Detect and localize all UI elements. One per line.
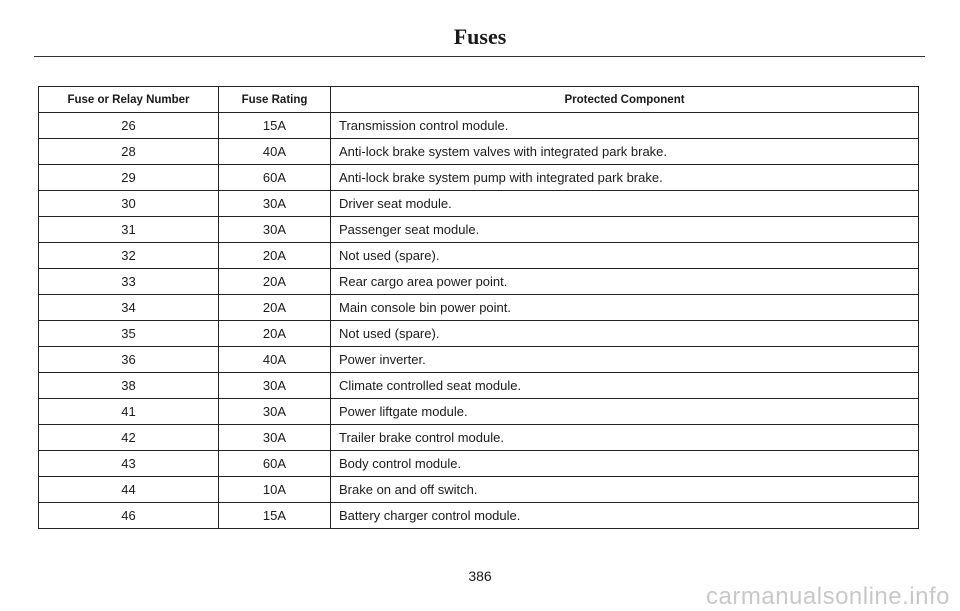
protected-component-cell: Not used (spare). bbox=[331, 321, 919, 347]
fuse-number-cell: 34 bbox=[39, 295, 219, 321]
protected-component-cell: Body control module. bbox=[331, 451, 919, 477]
fuse-number-cell: 31 bbox=[39, 217, 219, 243]
fuse-number-cell: 33 bbox=[39, 269, 219, 295]
page-number: 386 bbox=[468, 568, 492, 584]
protected-component-cell: Transmission control module. bbox=[331, 113, 919, 139]
protected-component-cell: Anti-lock brake system pump with integrated park brake. bbox=[331, 165, 919, 191]
fuse-rating-cell: 10A bbox=[219, 477, 331, 503]
protected-component-cell: Rear cargo area power point. bbox=[331, 269, 919, 295]
table-row bbox=[39, 503, 919, 529]
watermark-text: carmanualsonline.info bbox=[706, 583, 950, 610]
table-row bbox=[39, 113, 919, 139]
table-row bbox=[39, 477, 919, 503]
table-row bbox=[39, 217, 919, 243]
fuse-number-cell: 26 bbox=[39, 113, 219, 139]
column-header-fuse-rating: Fuse Rating bbox=[219, 87, 331, 113]
fuse-rating-cell: 60A bbox=[219, 451, 331, 477]
table-row bbox=[39, 347, 919, 373]
fuse-number-cell: 43 bbox=[39, 451, 219, 477]
table-row bbox=[39, 321, 919, 347]
fuse-rating-cell: 40A bbox=[219, 139, 331, 165]
table-row bbox=[39, 451, 919, 477]
protected-component-cell: Climate controlled seat module. bbox=[331, 373, 919, 399]
fuse-rating-cell: 30A bbox=[219, 191, 331, 217]
protected-component-cell: Driver seat module. bbox=[331, 191, 919, 217]
table-row bbox=[39, 243, 919, 269]
table-body bbox=[39, 113, 919, 529]
protected-component-cell: Passenger seat module. bbox=[331, 217, 919, 243]
fuse-number-cell: 35 bbox=[39, 321, 219, 347]
fuse-number-cell: 32 bbox=[39, 243, 219, 269]
column-header-protected-component: Protected Component bbox=[331, 87, 919, 113]
fuse-number-cell: 38 bbox=[39, 373, 219, 399]
protected-component-cell: Battery charger control module. bbox=[331, 503, 919, 529]
table-row bbox=[39, 191, 919, 217]
fuse-number-cell: 42 bbox=[39, 425, 219, 451]
table-header-row bbox=[39, 87, 919, 113]
protected-component-cell: Not used (spare). bbox=[331, 243, 919, 269]
table-row bbox=[39, 165, 919, 191]
fuse-number-cell: 44 bbox=[39, 477, 219, 503]
fuse-number-cell: 41 bbox=[39, 399, 219, 425]
fuse-rating-cell: 20A bbox=[219, 321, 331, 347]
page-title: Fuses bbox=[453, 24, 507, 49]
table-row bbox=[39, 425, 919, 451]
table-row bbox=[39, 295, 919, 321]
protected-component-cell: Power liftgate module. bbox=[331, 399, 919, 425]
fuse-rating-cell: 30A bbox=[219, 425, 331, 451]
fuse-rating-cell: 30A bbox=[219, 217, 331, 243]
table-row bbox=[39, 373, 919, 399]
fuse-table bbox=[38, 86, 919, 529]
fuse-rating-cell: 30A bbox=[219, 373, 331, 399]
fuse-rating-cell: 20A bbox=[219, 295, 331, 321]
fuse-number-cell: 30 bbox=[39, 191, 219, 217]
protected-component-cell: Main console bin power point. bbox=[331, 295, 919, 321]
fuse-rating-cell: 60A bbox=[219, 165, 331, 191]
protected-component-cell: Brake on and off switch. bbox=[331, 477, 919, 503]
fuse-rating-cell: 40A bbox=[219, 347, 331, 373]
protected-component-cell: Trailer brake control module. bbox=[331, 425, 919, 451]
fuse-number-cell: 46 bbox=[39, 503, 219, 529]
fuse-rating-cell: 15A bbox=[219, 503, 331, 529]
table-row bbox=[39, 269, 919, 295]
fuse-rating-cell: 15A bbox=[219, 113, 331, 139]
fuse-rating-cell: 20A bbox=[219, 243, 331, 269]
protected-component-cell: Power inverter. bbox=[331, 347, 919, 373]
table-row bbox=[39, 139, 919, 165]
fuse-number-cell: 29 bbox=[39, 165, 219, 191]
fuse-number-cell: 36 bbox=[39, 347, 219, 373]
fuse-number-cell: 28 bbox=[39, 139, 219, 165]
fuse-rating-cell: 30A bbox=[219, 399, 331, 425]
protected-component-cell: Anti-lock brake system valves with integrated park brake. bbox=[331, 139, 919, 165]
title-divider bbox=[34, 56, 925, 57]
fuse-rating-cell: 20A bbox=[219, 269, 331, 295]
table-row bbox=[39, 399, 919, 425]
column-header-fuse-number: Fuse or Relay Number bbox=[39, 87, 219, 113]
